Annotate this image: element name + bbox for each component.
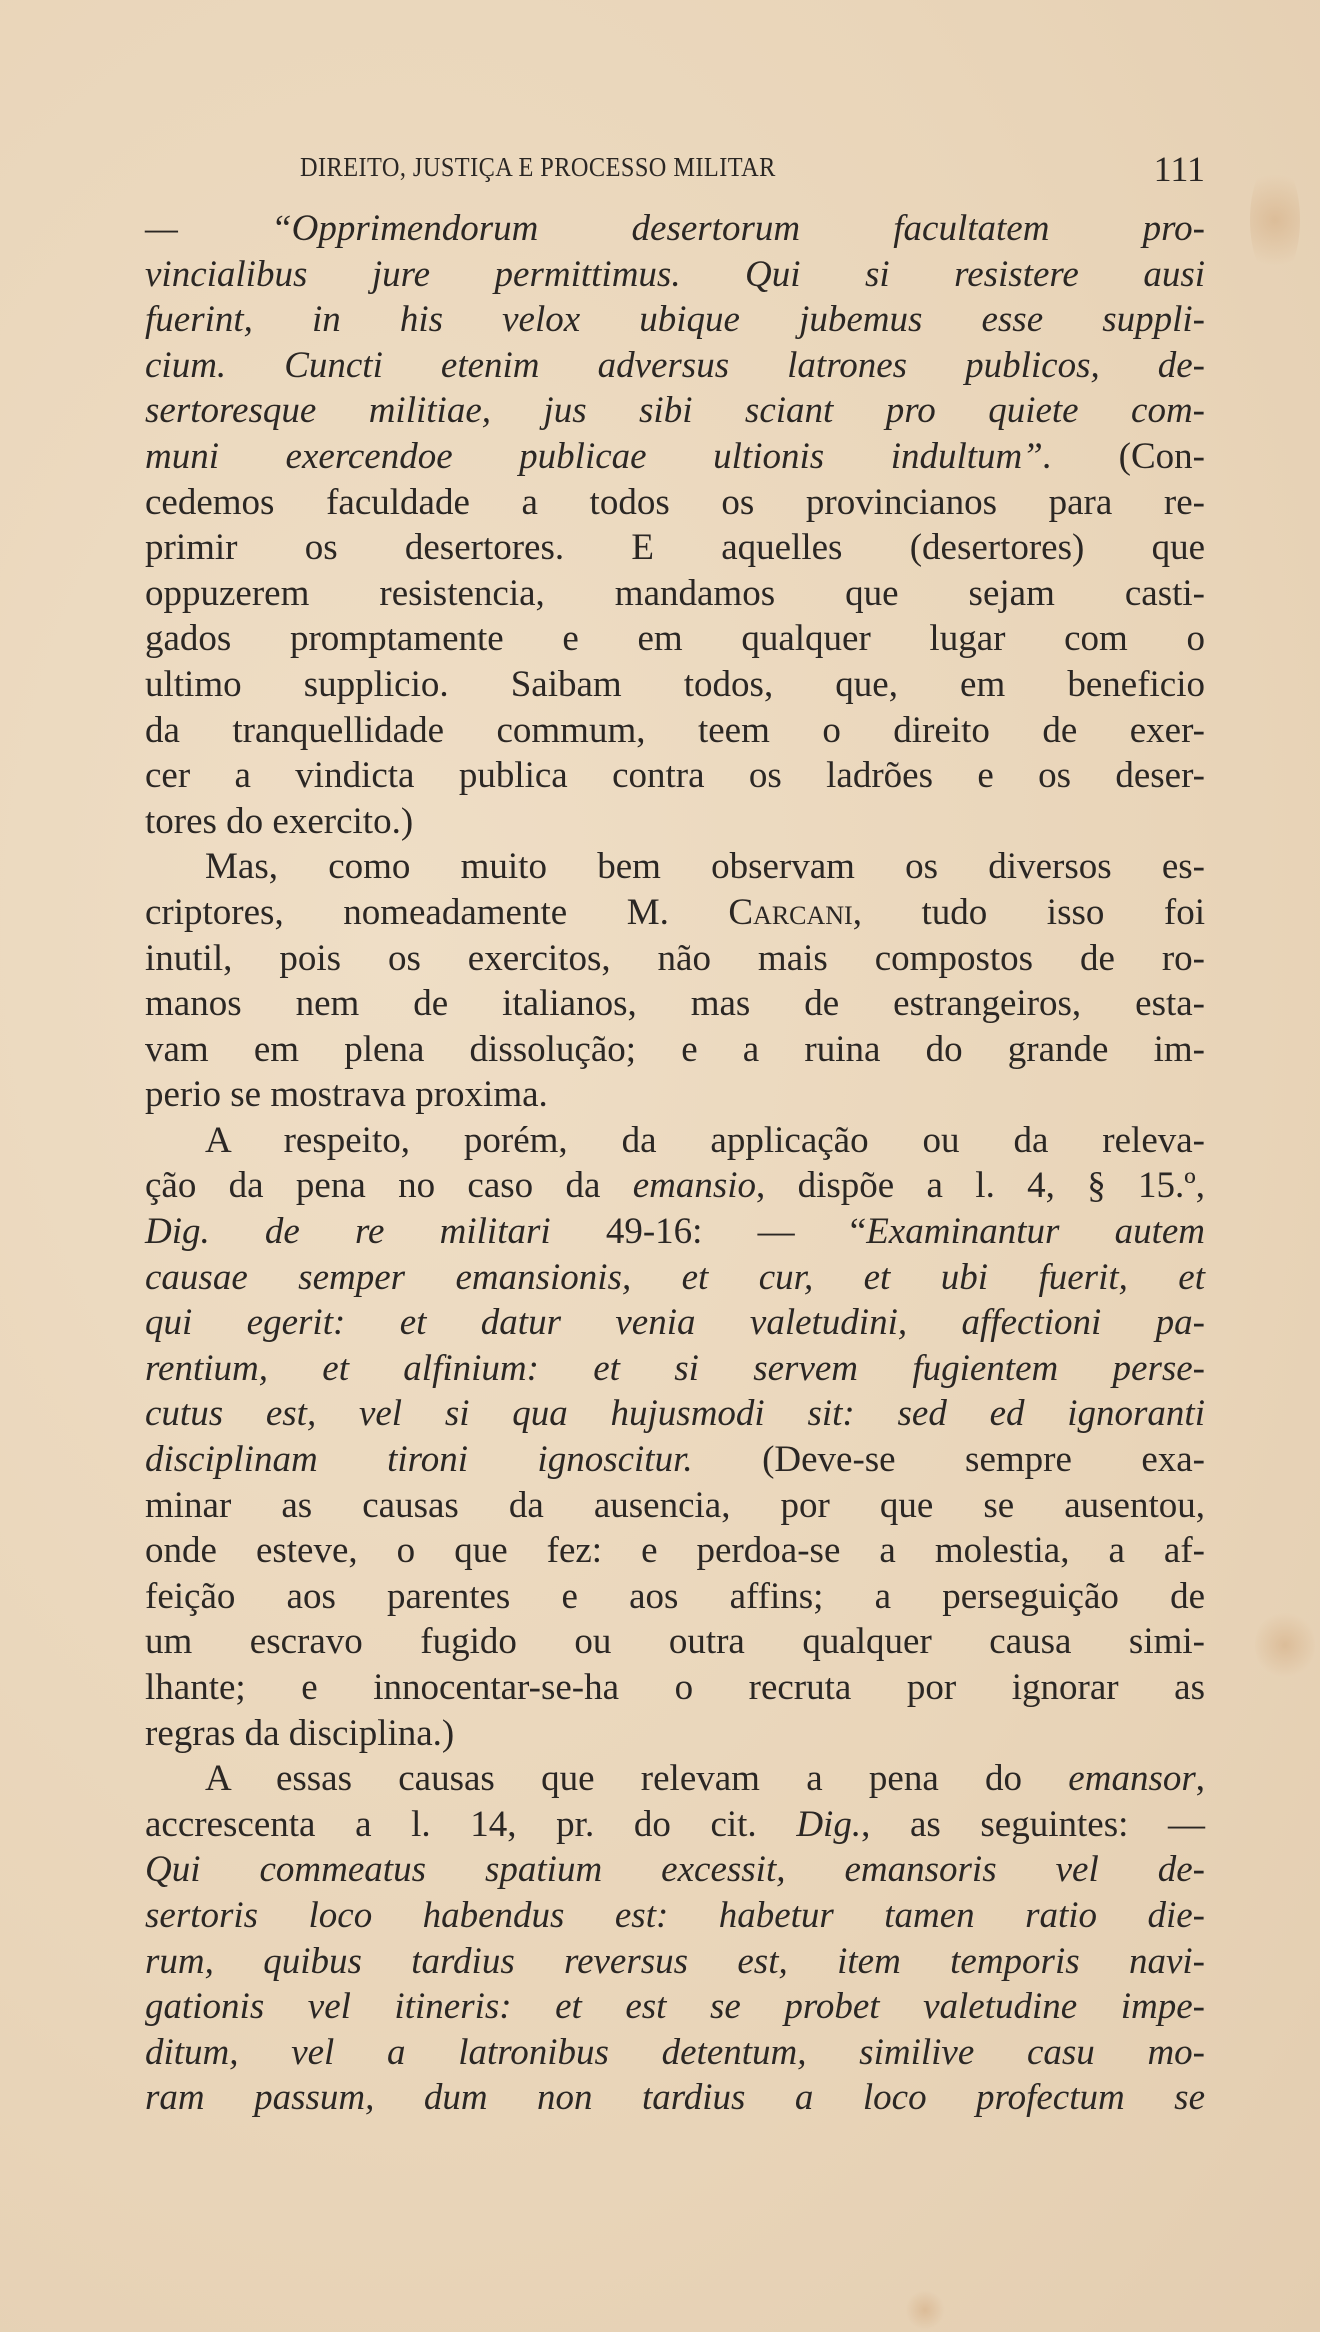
text-line (145, 981, 1205, 1027)
text-line (145, 1391, 1205, 1437)
text-line (145, 708, 1205, 754)
italic-text: Dig. de re militari (145, 1211, 606, 1253)
text-segment: 49-16: — “ (605, 1211, 867, 1253)
text-segment: cer a vindicta publica contra os ladrões e os deser- (145, 755, 1205, 797)
paper-stain (1255, 1610, 1315, 1680)
text-line (145, 1255, 1205, 1301)
text-segment: cedemos faculdade a todos os provincianos para re- (145, 481, 1205, 523)
text-segment: onde esteve, o que fez: e perdoa-se a molestia, a af- (145, 1530, 1205, 1572)
text-segment: feição aos parentes e aos affins; a perseguição de (145, 1575, 1205, 1617)
text-line (145, 525, 1205, 571)
italic-text: ram passum, dum non tardius a loco profectum se (145, 2077, 1205, 2119)
text-line (145, 1619, 1205, 1665)
italic-text: qui egerit: et datur venia valetudini, affectioni pa- (145, 1302, 1205, 1344)
italic-text: cutus est, vel si qua hujusmodi sit: sed ed ignoranti (145, 1393, 1205, 1435)
text-segment: , as seguintes: — (861, 1803, 1205, 1845)
italic-text: Qui commeatus spatium excessit, emansoris vel de- (145, 1849, 1205, 1891)
paper-stain (1250, 160, 1300, 280)
text-segment: primir os desertores. E aquelles (desertores) que (145, 527, 1205, 569)
italic-text: Dig. (796, 1803, 862, 1845)
italic-text: disciplinam tironi ignoscitur. (145, 1439, 763, 1481)
italic-text: Examinantur autem (866, 1211, 1205, 1253)
text-line (145, 1984, 1205, 2030)
italic-text: — “Opprimendorum desertorum facultatem pro- (145, 208, 1205, 249)
italic-text: sertoris loco habendus est: habetur tamen ratio die- (145, 1894, 1205, 1936)
text-segment: lhante; e innocentar-se-ha o recruta por ignorar as (145, 1667, 1205, 1708)
text-line (145, 662, 1205, 708)
text-line (145, 2030, 1205, 2076)
italic-text: rum, quibus tardius reversus est, item temporis navi- (145, 1940, 1205, 1982)
text-line (145, 388, 1205, 434)
text-line (145, 1483, 1205, 1529)
text-line (145, 571, 1205, 617)
running-title: DIREITO, JUSTIÇA E PROCESSO MILITAR (300, 152, 776, 182)
text-line (145, 1209, 1205, 1255)
text-line (145, 1756, 1205, 1802)
text-line (145, 616, 1205, 662)
italic-text: rentium, et alfinium: et si servem fugientem perse- (145, 1347, 1205, 1389)
text-segment: perio se mostrava proxima. (145, 1074, 548, 1116)
text-segment: manos nem de italianos, mas de estrangeiros, esta- (145, 983, 1205, 1025)
text-line (145, 206, 1205, 252)
text-segment: gados promptamente e em qualquer lugar com o (145, 618, 1205, 660)
italic-text: causae semper emansionis, et cur, et ubi fuerit, et (145, 1256, 1205, 1298)
text-line (145, 252, 1205, 298)
text-segment: vam em plena dissolução; e a ruina do grande im- (145, 1028, 1205, 1070)
body-text (145, 206, 1205, 2121)
small-caps-name: Carcani (728, 891, 853, 933)
paper-stain (905, 2290, 945, 2330)
text-line (145, 1939, 1205, 1985)
text-line (145, 753, 1205, 799)
text-line (145, 1711, 1205, 1757)
text-segment: inutil, pois os exercitos, não mais compostos de ro- (145, 937, 1205, 979)
text-line (145, 1893, 1205, 1939)
text-segment: da tranquellidade commum, teem o direito de exer- (145, 709, 1205, 751)
text-line (145, 936, 1205, 982)
text-segment: regras da disciplina.) (145, 1712, 455, 1754)
text-line (145, 2075, 1205, 2121)
italic-text: vincialibus jure permittimus. Qui si resistere ausi (145, 253, 1205, 295)
page-number: 111 (1153, 149, 1205, 189)
italic-text: muni exercendoe publicae ultionis indultum”. (145, 435, 1119, 477)
text-line (145, 1574, 1205, 1620)
text-line (145, 844, 1205, 890)
text-line (145, 480, 1205, 526)
text-line (145, 343, 1205, 389)
text-segment: minar as causas da ausencia, por que se ausentou, (145, 1484, 1205, 1526)
text-line (145, 1665, 1205, 1711)
italic-text: emansio (632, 1165, 757, 1207)
text-segment: accrescenta a l. 14, pr. do cit. (145, 1803, 797, 1845)
text-line (145, 890, 1205, 936)
text-line (145, 297, 1205, 343)
text-segment: (Deve-se sempre exa- (762, 1439, 1206, 1481)
text-segment: A respeito, porém, da applicação ou da releva- (205, 1119, 1205, 1161)
text-segment: criptores, nomeadamente M. (145, 891, 729, 933)
text-segment: tores do exercito.) (145, 800, 414, 842)
text-segment: , (1195, 1758, 1205, 1800)
text-segment: A essas causas que relevam a pena do (205, 1758, 1069, 1800)
text-segment: ção da pena no caso da (145, 1165, 633, 1207)
text-line (145, 1072, 1205, 1118)
running-header (145, 149, 1205, 192)
text-line (145, 1027, 1205, 1073)
text-segment: (Con- (1118, 435, 1205, 477)
text-line (145, 1802, 1205, 1848)
text-line (145, 1163, 1205, 1209)
text-line (145, 1118, 1205, 1164)
text-line (145, 434, 1205, 480)
italic-text: ditum, vel a latronibus detentum, similive casu mo- (145, 2031, 1205, 2073)
text-line (145, 799, 1205, 845)
text-line (145, 1437, 1205, 1483)
text-line (145, 1346, 1205, 1392)
text-segment: Mas, como muito bem observam os diversos es- (205, 846, 1205, 888)
italic-text: fuerint, in his velox ubique jubemus esse suppli- (145, 299, 1205, 341)
italic-text: sertoresque militiae, jus sibi sciant pro quiete com- (145, 390, 1205, 432)
italic-text: gationis vel itineris: et est se probet valetudine impe- (145, 1986, 1205, 2028)
text-line (145, 1847, 1205, 1893)
text-segment: , dispõe a l. 4, § 15.º, (756, 1165, 1206, 1207)
text-segment: um escravo fugido ou outra qualquer causa simi- (145, 1621, 1205, 1663)
text-line (145, 1528, 1205, 1574)
italic-text: emansor (1068, 1758, 1196, 1800)
text-line (145, 1300, 1205, 1346)
text-segment: , tudo isso foi (852, 891, 1205, 933)
italic-text: cium. Cuncti etenim adversus latrones publicos, de- (145, 344, 1205, 386)
text-segment: ultimo supplicio. Saibam todos, que, em beneficio (145, 663, 1205, 705)
text-segment: oppuzerem resistencia, mandamos que sejam casti- (145, 572, 1205, 614)
